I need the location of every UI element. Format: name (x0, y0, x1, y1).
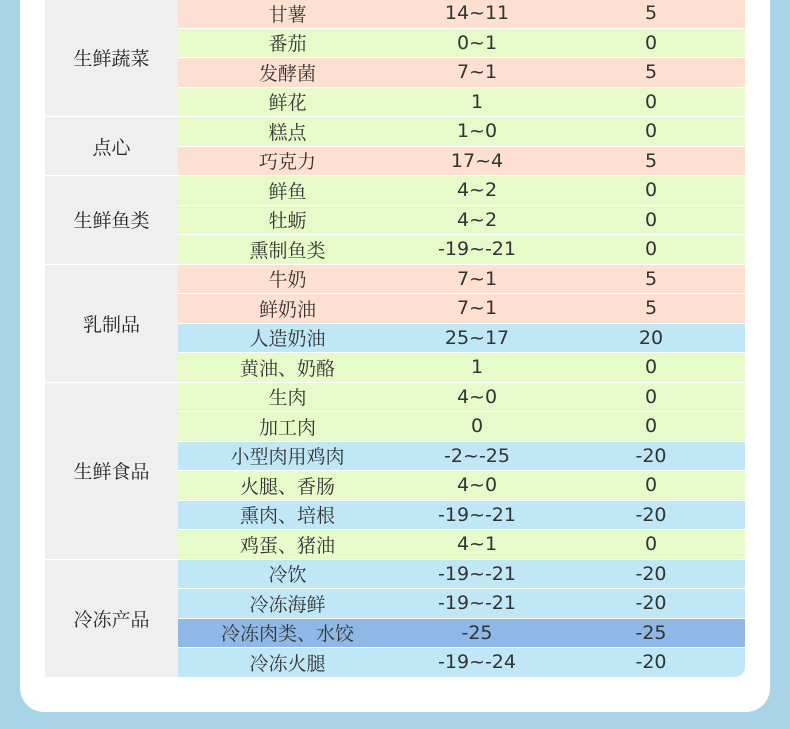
item-cell: 生肉 (178, 382, 397, 412)
item-cell: 鸡蛋、猪油 (178, 530, 397, 560)
item-cell: 冷冻海鲜 (178, 589, 397, 619)
item-cell: 火腿、香肠 (178, 471, 397, 501)
value-cell: 0 (557, 412, 745, 442)
range-cell: -19~-21 (397, 500, 557, 530)
value-cell: 0 (557, 353, 745, 383)
item-cell: 加工肉 (178, 412, 397, 442)
table-row (45, 264, 745, 294)
table-row (45, 0, 745, 28)
table-row (45, 559, 745, 589)
range-cell: 4~2 (397, 176, 557, 206)
value-cell: -20 (557, 559, 745, 589)
item-cell: 熏肉、培根 (178, 500, 397, 530)
value-cell: -25 (557, 618, 745, 648)
item-cell: 鲜花 (178, 87, 397, 117)
range-cell: 4~0 (397, 471, 557, 501)
range-cell: -2~-25 (397, 441, 557, 471)
range-cell: 0 (397, 412, 557, 442)
item-cell: 巧克力 (178, 146, 397, 176)
value-cell: 0 (557, 28, 745, 58)
item-cell: 黄油、奶酪 (178, 353, 397, 383)
item-cell: 番茄 (178, 28, 397, 58)
category-cell: 冷冻产品 (45, 559, 178, 677)
range-cell: -19~-21 (397, 559, 557, 589)
category-cell: 点心 (45, 117, 178, 176)
item-cell: 糕点 (178, 117, 397, 147)
range-cell: 14~11 (397, 0, 557, 28)
item-cell: 发酵菌 (178, 58, 397, 88)
item-cell: 冷饮 (178, 559, 397, 589)
value-cell: 5 (557, 264, 745, 294)
value-cell: 5 (557, 294, 745, 324)
item-cell: 小型肉用鸡肉 (178, 441, 397, 471)
range-cell: -19~-24 (397, 648, 557, 678)
range-cell: 7~1 (397, 294, 557, 324)
value-cell: 0 (557, 530, 745, 560)
value-cell: 5 (557, 58, 745, 88)
range-cell: 0~1 (397, 28, 557, 58)
item-cell: 牡蛎 (178, 205, 397, 235)
range-cell: 7~1 (397, 264, 557, 294)
item-cell: 冷冻火腿 (178, 648, 397, 678)
value-cell: 0 (557, 235, 745, 265)
range-cell: -19~-21 (397, 589, 557, 619)
value-cell: -20 (557, 648, 745, 678)
range-cell: 7~1 (397, 58, 557, 88)
value-cell: 0 (557, 471, 745, 501)
table-row (45, 382, 745, 412)
table-row (45, 176, 745, 206)
value-cell: -20 (557, 441, 745, 471)
value-cell: 5 (557, 146, 745, 176)
value-cell: 0 (557, 87, 745, 117)
value-cell: 20 (557, 323, 745, 353)
range-cell: -25 (397, 618, 557, 648)
storage-temperature-table (45, 0, 745, 678)
value-cell: 5 (557, 0, 745, 28)
range-cell: 1 (397, 87, 557, 117)
range-cell: 4~1 (397, 530, 557, 560)
range-cell: 4~0 (397, 382, 557, 412)
item-cell: 甘薯 (178, 0, 397, 28)
item-cell: 牛奶 (178, 264, 397, 294)
table-row (45, 117, 745, 147)
value-cell: 0 (557, 205, 745, 235)
range-cell: 1 (397, 353, 557, 383)
range-cell: 17~4 (397, 146, 557, 176)
range-cell: 1~0 (397, 117, 557, 147)
item-cell: 冷冻肉类、水饺 (178, 618, 397, 648)
value-cell: 0 (557, 382, 745, 412)
value-cell: -20 (557, 500, 745, 530)
value-cell: 0 (557, 176, 745, 206)
table-body (45, 0, 745, 677)
category-cell: 生鲜鱼类 (45, 176, 178, 265)
value-cell: -20 (557, 589, 745, 619)
item-cell: 人造奶油 (178, 323, 397, 353)
category-cell: 生鲜食品 (45, 382, 178, 559)
category-cell: 生鲜蔬菜 (45, 0, 178, 117)
value-cell: 0 (557, 117, 745, 147)
range-cell: -19~-21 (397, 235, 557, 265)
range-cell: 4~2 (397, 205, 557, 235)
item-cell: 鲜鱼 (178, 176, 397, 206)
category-cell: 乳制品 (45, 264, 178, 382)
item-cell: 熏制鱼类 (178, 235, 397, 265)
range-cell: 25~17 (397, 323, 557, 353)
item-cell: 鲜奶油 (178, 294, 397, 324)
